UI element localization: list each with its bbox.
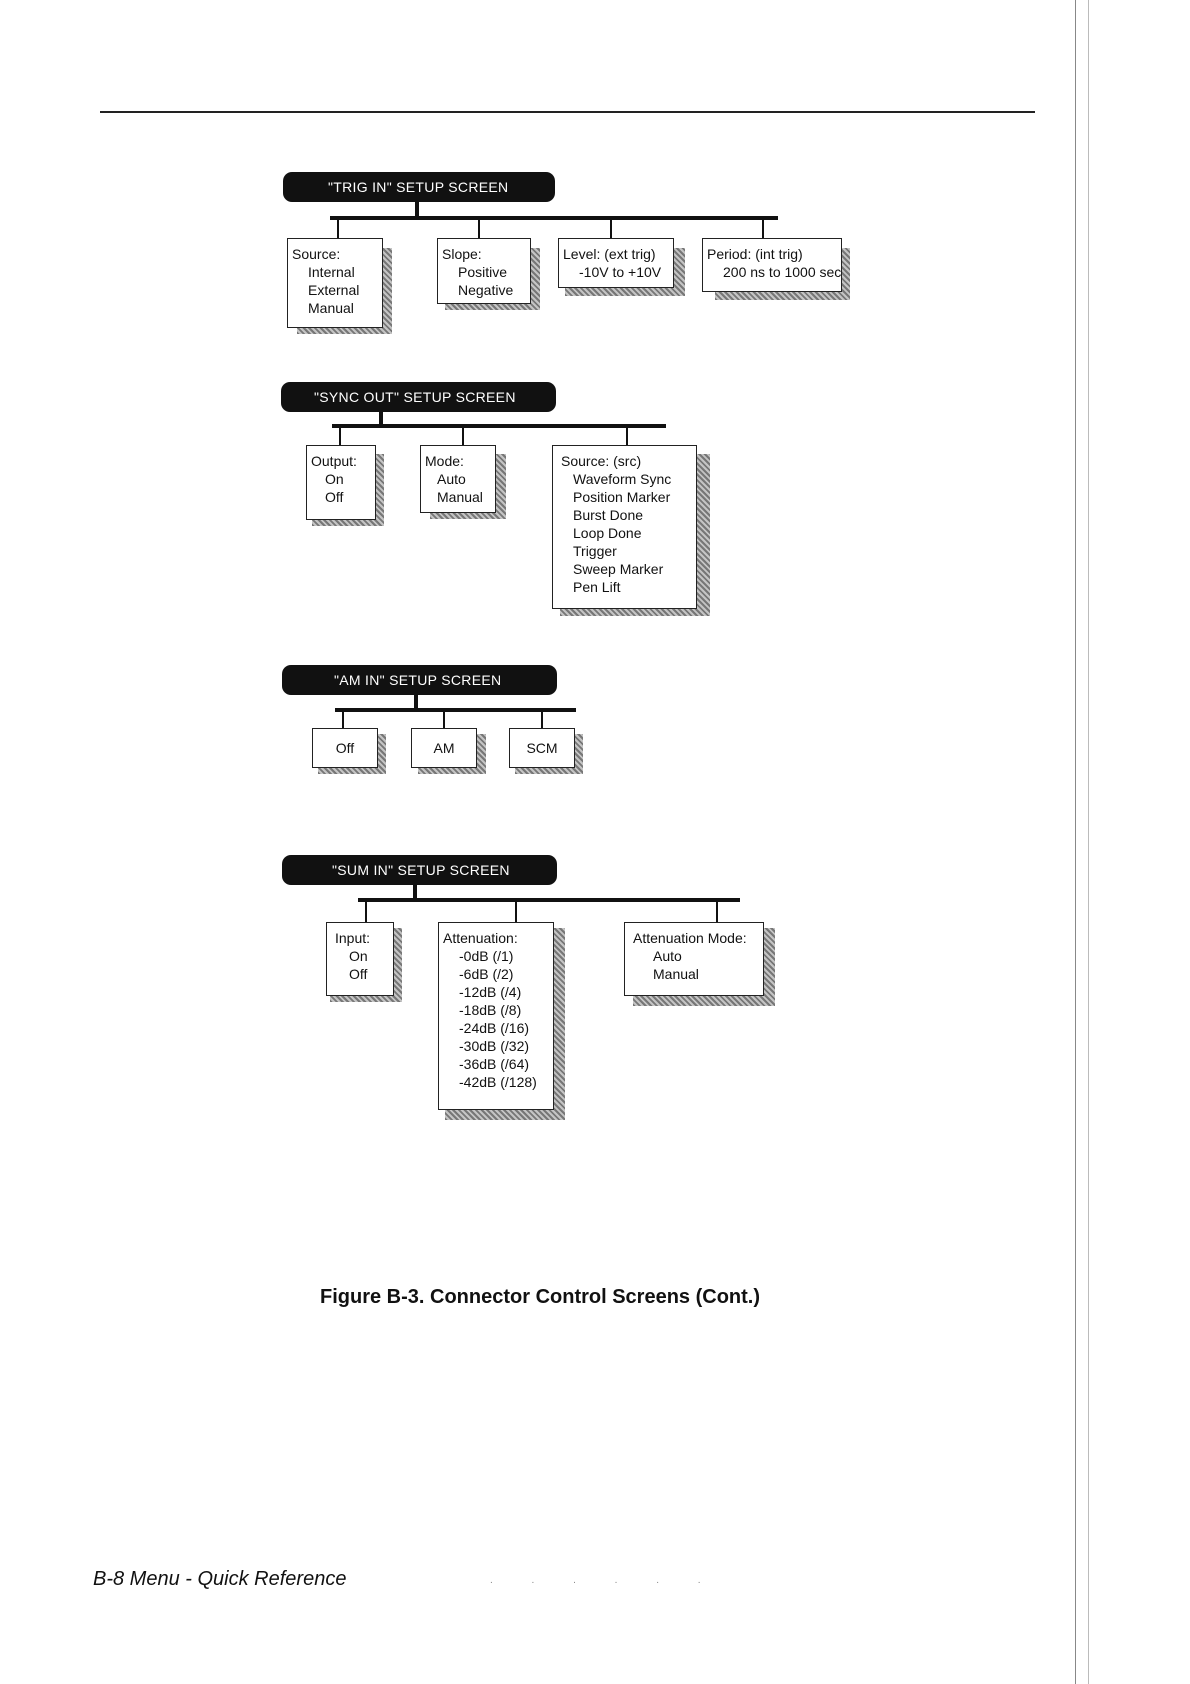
trig-in-header: "TRIG IN" SETUP SCREEN: [283, 172, 555, 202]
box-label: Mode:: [425, 453, 464, 469]
sum-in-header: "SUM IN" SETUP SCREEN: [282, 855, 557, 885]
option-item: Manual: [437, 489, 483, 505]
option-item: -42dB (/128): [459, 1074, 537, 1090]
sync-out-output-box: [306, 445, 376, 520]
connector: [335, 708, 576, 712]
option-item: Pen Lift: [573, 579, 621, 595]
connector: [332, 424, 666, 428]
figure-caption: Figure B-3. Connector Control Screens (Cont.): [320, 1286, 761, 1308]
trig-in-source-box: [287, 238, 383, 328]
box-label: Output:: [311, 453, 357, 469]
option-item: Auto: [653, 948, 682, 964]
top-rule: [100, 111, 1035, 113]
am-in-option-am: AM: [411, 728, 477, 768]
box-label: Source:: [292, 246, 341, 262]
option-item: Negative: [458, 282, 514, 298]
option-item: Off: [325, 489, 344, 505]
connector: [443, 710, 445, 729]
trig-in-slope-box: [437, 238, 531, 304]
connector: [337, 218, 339, 238]
connector: [365, 900, 367, 924]
option-item: 200 ns to 1000 sec: [723, 264, 842, 280]
option-item: On: [325, 471, 344, 487]
am-in-option-scm: SCM: [509, 728, 575, 768]
option-item: Internal: [308, 264, 355, 280]
connector: [626, 426, 628, 446]
page-footer: B-8 Menu - Quick Reference: [93, 1568, 347, 1590]
sum-in-attenuation-mode-box: [624, 922, 764, 996]
option-item: On: [349, 948, 368, 964]
option-item: -12dB (/4): [459, 984, 522, 1000]
connector: [462, 426, 464, 446]
scan-specks: . . . . . .: [490, 1575, 719, 1586]
option-item: -18dB (/8): [459, 1002, 522, 1018]
connector: [610, 218, 612, 238]
option-item: Sweep Marker: [573, 561, 664, 577]
option-item: Position Marker: [573, 489, 671, 505]
trig-in-level-box: [558, 238, 674, 288]
option-item: -24dB (/16): [459, 1020, 530, 1036]
option-item: -6dB (/2): [459, 966, 514, 982]
option-item: Auto: [437, 471, 466, 487]
page-edge-inner: [1088, 0, 1089, 1684]
page-edge: [1075, 0, 1076, 1684]
box-label: Attenuation:: [443, 930, 518, 946]
option-item: External: [308, 282, 360, 298]
am-in-header: "AM IN" SETUP SCREEN: [282, 665, 557, 695]
connector: [478, 218, 480, 238]
connector: [515, 900, 517, 924]
connector: [358, 898, 740, 902]
trig-in-period-box: [702, 238, 842, 292]
option-item: Trigger: [573, 543, 617, 559]
option-item: Loop Done: [573, 525, 642, 541]
box-label: Input:: [335, 930, 371, 946]
connector: [716, 900, 718, 924]
sync-out-mode-box: [420, 445, 496, 513]
option-item: -10V to +10V: [579, 264, 662, 280]
option-item: -30dB (/32): [459, 1038, 530, 1054]
box-label: Slope:: [442, 246, 482, 262]
connector: [339, 426, 341, 446]
option-item: Manual: [308, 300, 354, 316]
option-item: -0dB (/1): [459, 948, 514, 964]
sum-in-input-box: [326, 922, 394, 996]
option-item: Off: [349, 966, 368, 982]
box-label: Level: (ext trig): [563, 246, 656, 262]
sync-out-header: "SYNC OUT" SETUP SCREEN: [281, 382, 556, 412]
am-in-option-off: Off: [312, 728, 378, 768]
box-label: Attenuation Mode:: [633, 930, 747, 946]
connector: [330, 216, 778, 220]
option-item: -36dB (/64): [459, 1056, 530, 1072]
option-item: Positive: [458, 264, 508, 280]
connector: [762, 218, 764, 238]
connector: [541, 710, 543, 729]
box-label: Source: (src): [561, 453, 642, 469]
option-item: Manual: [653, 966, 699, 982]
sum-in-attenuation-box: [438, 922, 554, 1110]
box-label: Period: (int trig): [707, 246, 803, 262]
option-item: Waveform Sync: [573, 471, 672, 487]
option-item: Burst Done: [573, 507, 644, 523]
sync-out-source-box: [552, 445, 697, 609]
connector: [342, 710, 344, 729]
